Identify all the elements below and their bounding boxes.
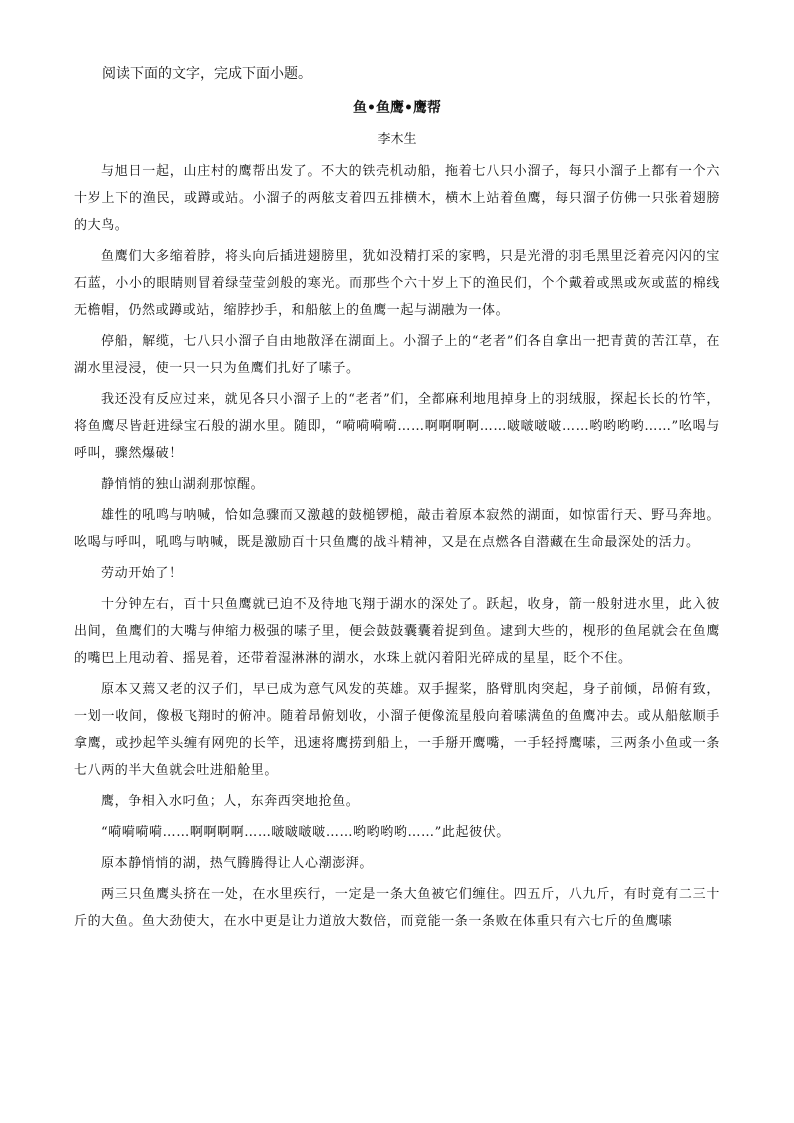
reading-instruction: 阅读下面的文字，完成下面小题。 <box>102 66 312 82</box>
paragraph: “嗬嗬嗬嗬……啊啊啊啊……啵啵啵啵……哟哟哟哟……”此起彼伏。 <box>101 825 510 840</box>
paragraph: 原本又蔫又老的汉子们，早已成为意气风发的英雄。双手握桨，胳臂肌肉突起，身子前倾，昂俯有致，一划一收间，像极飞翔时的俯冲。随着昂俯划收，小溜子便像流星般向着嗉满鱼的鱼鹰冲去。或从船舷顺手拿鹰，或抄起竿头缠有网兜的长竿，迅速将鹰捞到船上，一手掰开鹰嘴，一手轻捋鹰嗉，三两条小鱼或一条七八两的半大鱼就会吐进船舱里。 <box>74 682 720 778</box>
paragraph: 两三只鱼鹰头挤在一处，在水里疾行，一定是一条大鱼被它们缠住。四五斤，八九斤，有时竟有二三十斤的大鱼。鱼大劲使大，在水中更是让力道放大数倍，而竟能一条一条败在体重只有六七斤的鱼鹰嗉 <box>74 887 720 929</box>
paragraph: 劳动开始了！ <box>101 566 183 581</box>
paragraph: 鱼鹰们大多缩着脖，将头向后插进翅膀里，犹如没精打采的家鸭，只是光滑的羽毛黑里泛着亮闪闪的宝石蓝，小小的眼睛则冒着绿莹莹剑般的寒光。而那些个六十岁上下的渔民们，个个戴着或黑或灰或蓝的棉线无檐帽，仍然或蹲或站，缩脖抄手，和船舷上的鱼鹰一起与湖融为一体。 <box>74 249 720 318</box>
paragraph: 原本静悄悄的湖，热气腾腾得让人心潮澎湃。 <box>101 856 374 871</box>
paragraph: 静悄悄的独山湖刹那惊醒。 <box>101 477 265 492</box>
paragraph: 与旭日一起，山庄村的鹰帮出发了。不大的铁壳机动船，拖着七八只小溜子，每只小溜子上都有一个六十岁上下的渔民，或蹲或站。小溜子的两舷支着四五排横木，横木上站着鱼鹰，每只溜子仿佛一只张着翅膀的大鸟。 <box>74 164 720 233</box>
article-author: 李木生 <box>377 132 417 147</box>
article-title: 鱼•鱼鹰•鹰帮 <box>353 100 441 116</box>
paragraph: 十分钟左右，百十只鱼鹰就已迫不及待地飞翔于湖水的深处了。跃起，收身，箭一般射进水里，此入彼出间，鱼鹰们的大嘴与伸缩力极强的嗉子里，便会鼓鼓囊囊着捉到鱼。逮到大些的，枧形的鱼尾就会在鱼鹰的嘴巴上甩动着、摇晃着，还带着湿淋淋的湖水，水珠上就闪着阳光碎成的星星，眨个不住。 <box>74 597 720 666</box>
article-body <box>74 158 720 939</box>
paragraph: 雄性的吼鸣与呐喊，恰如急骤而又激越的鼓槌锣槌，敲击着原本寂然的湖面，如惊雷行天、野马奔地。吆喝与呼叫，吼鸣与呐喊，既是激励百十只鱼鹰的战斗精神，又是在点燃各自潜藏在生命最深处的活力。 <box>74 508 720 550</box>
paragraph: 鹰，争相入水叼鱼；人，东奔西突地抢鱼。 <box>101 794 360 809</box>
paragraph: 我还没有反应过来，就见各只小溜子上的“老者”们，全都麻利地甩掉身上的羽绒服，探起长长的竹竿，将鱼鹰尽皆赶进绿宝石般的湖水里。随即，“嗬嗬嗬嗬……啊啊啊啊……啵啵啵啵……哟哟哟哟……”吆喝与呼叫，骤然爆破！ <box>74 392 720 461</box>
paragraph: 停船，解缆，七八只小溜子自由地散泽在湖面上。小溜子上的“老者”们各自拿出一把青黄的苦江草，在湖水里浸浸，使一只一只为鱼鹰们扎好了嗉子。 <box>74 334 720 376</box>
